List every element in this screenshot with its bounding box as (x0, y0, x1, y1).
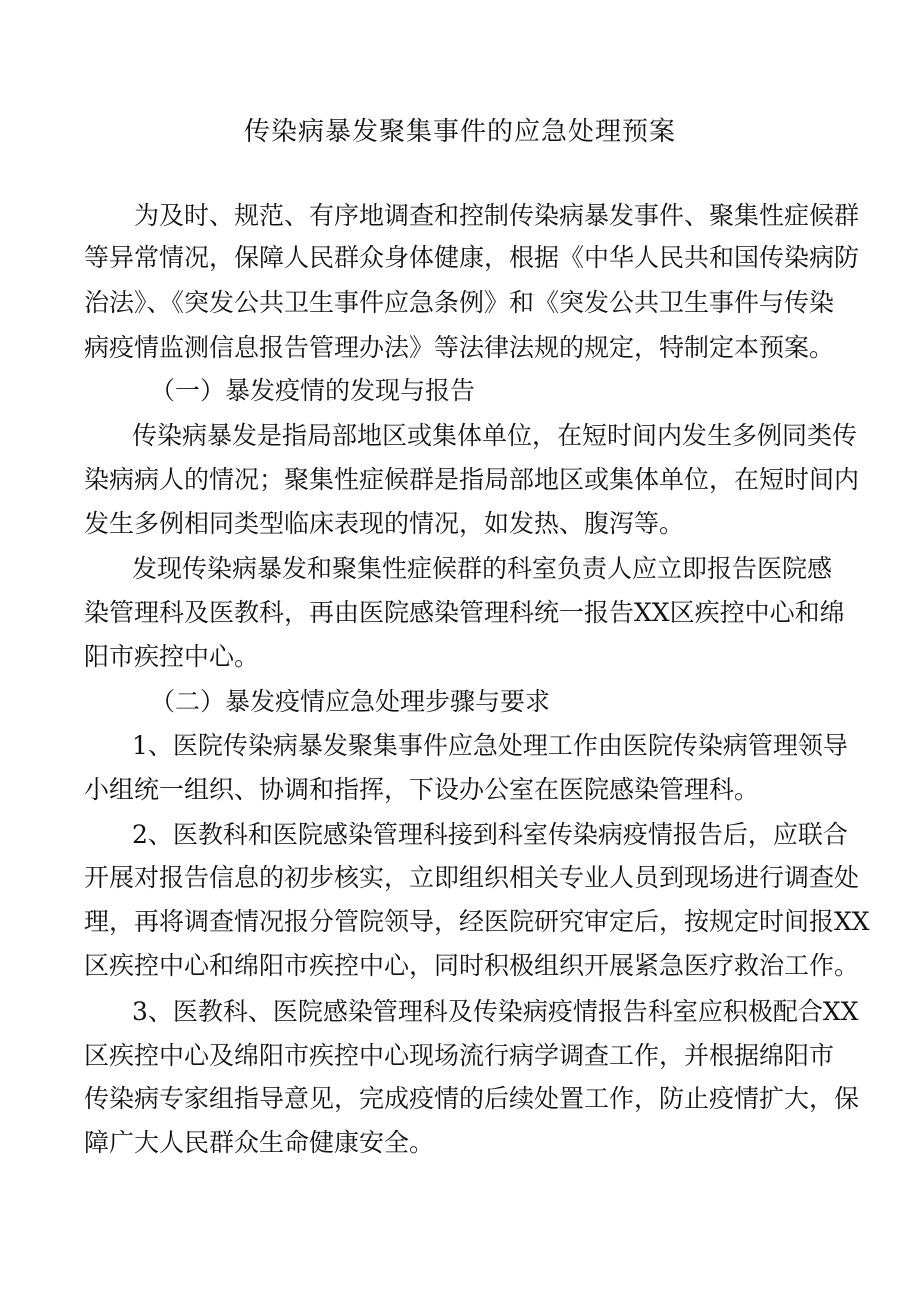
document-title: 传染病暴发聚集事件的应急处理预案 (243, 117, 676, 147)
section-heading: （二）暴发疫情应急处理步骤与要求 (150, 687, 551, 716)
paragraph-line: 阳市疾控中心。 (84, 642, 260, 671)
paragraph-line: 传染病专家组指导意见，完成疫情的后续处置工作，防止疫情扩大，保 (84, 1084, 860, 1113)
paragraph-line: 等异常情况，保障人民群众身体健康，根据《中华人民共和国传染病防 (84, 243, 860, 272)
paragraph-line: 障广大人民群众生命健康安全。 (84, 1128, 435, 1157)
paragraph-line: 小组统一组织、协调和指挥，下设办公室在医院感染管理科。 (84, 775, 760, 804)
paragraph-line: 染病病人的情况；聚集性症候群是指局部地区或集体单位，在短时间内 (84, 465, 860, 494)
paragraph-line: 理，再将调查情况报分管院领导，经医院研究审定后，按规定时间报XX (84, 907, 870, 936)
paragraph-line: 2、医教科和医院感染管理科接到科室传染病疫情报告后，应联合 (132, 820, 848, 849)
paragraph-line: 为及时、规范、有序地调查和控制传染病暴发事件、聚集性症候群 (134, 201, 860, 230)
paragraph-line: 1、医院传染病暴发聚集事件应急处理工作由医院传染病管理领导 (132, 731, 848, 760)
paragraph-line: 治法》、《突发公共卫生事件应急条例》和《突发公共卫生事件与传染 (84, 288, 835, 317)
paragraph-line: 区疾控中心和绵阳市疾控中心，同时积极组织开展紧急医疗救治工作。 (84, 951, 860, 980)
paragraph-line: 3、医教科、医院感染管理科及传染病疫情报告科室应积极配合XX (132, 997, 859, 1026)
paragraph-line: 染管理科及医教科，再由医院感染管理科统一报告XX区疾控中心和绵 (84, 598, 845, 627)
paragraph-line: 发生多例相同类型临床表现的情况，如发热、腹泻等。 (84, 509, 685, 538)
paragraph-line: 区疾控中心及绵阳市疾控中心现场流行病学调查工作，并根据绵阳市 (84, 1041, 835, 1070)
paragraph-line: 开展对报告信息的初步核实，立即组织相关专业人员到现场进行调查处 (84, 863, 860, 892)
paragraph-line: 病疫情监测信息报告管理办法》等法律法规的规定，特制定本预案。 (84, 333, 835, 362)
paragraph-line: 发现传染病暴发和聚集性症候群的科室负责人应立即报告医院感 (132, 554, 833, 583)
paragraph-line: 传染病暴发是指局部地区或集体单位，在短时间内发生多例同类传 (132, 421, 858, 450)
section-heading: （一）暴发疫情的发现与报告 (150, 376, 476, 405)
